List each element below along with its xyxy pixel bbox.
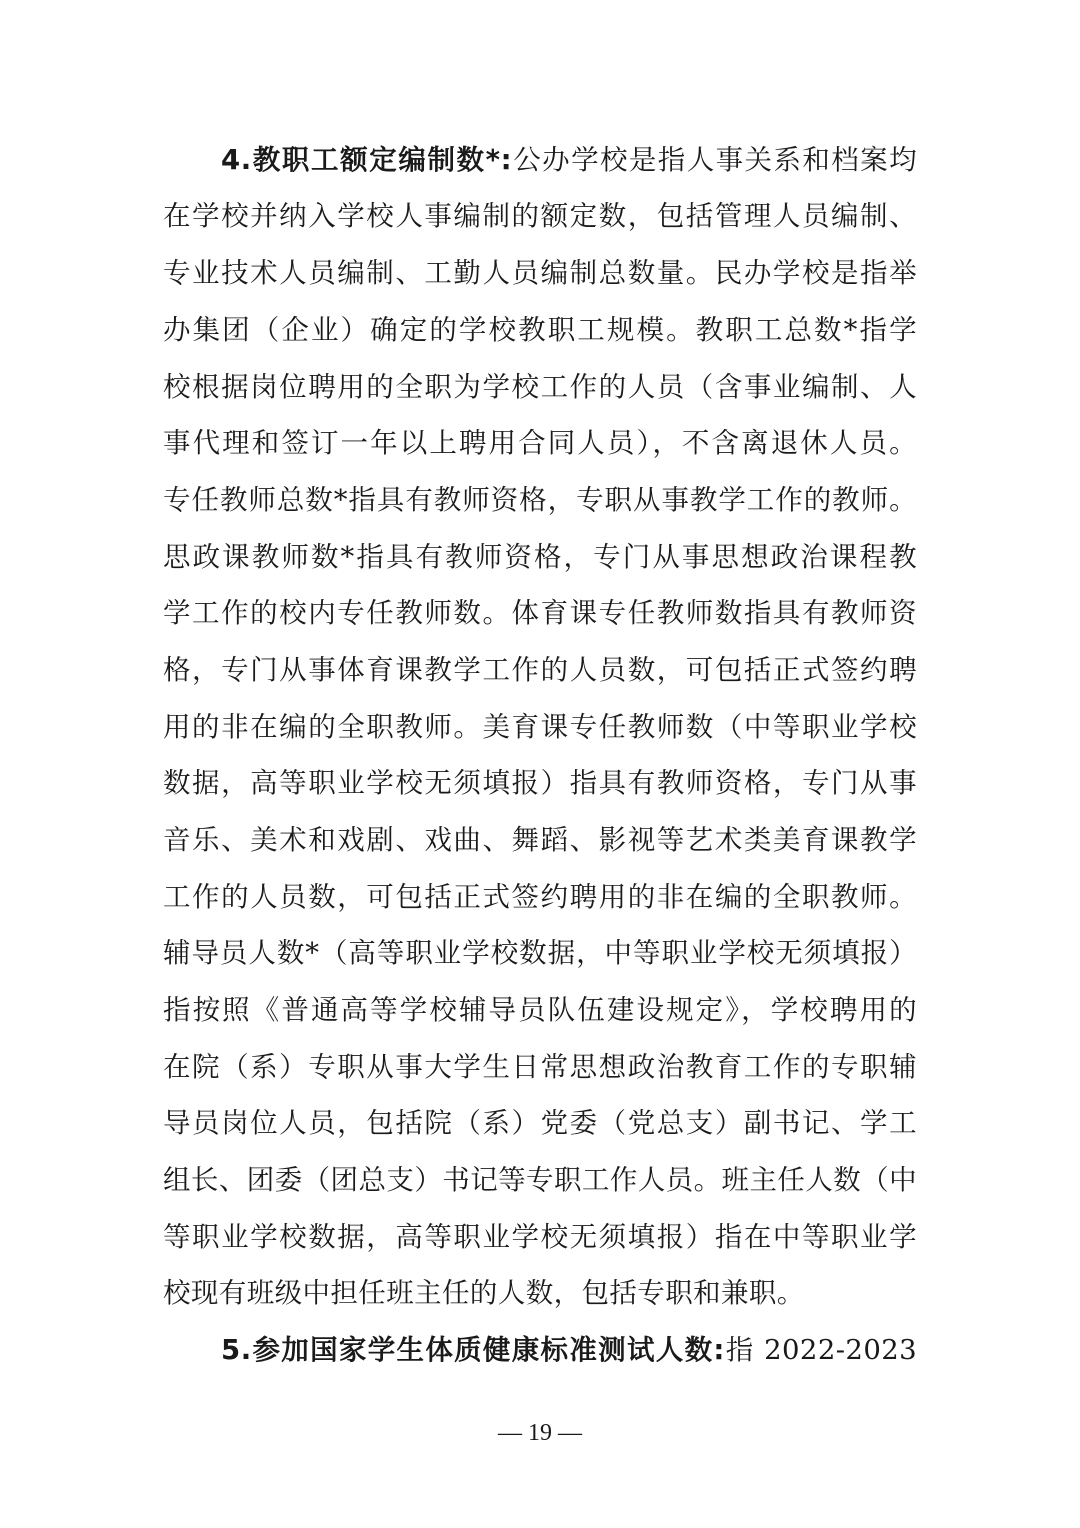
section-4-line-10: 格，专门从事体育课教学工作的人员数，可包括正式签约聘 — [163, 654, 917, 686]
section-4-line-6: 事代理和签订一年以上聘用合同人员），不含离退休人员。 — [163, 427, 917, 459]
section-5-heading: 5.参加国家学生体质健康标准测试人数: — [221, 1334, 725, 1366]
section-4-line-19: 组长、团委（团总支）书记等专职工作人员。班主任人数（中 — [163, 1164, 917, 1196]
section-4-line-11: 用的非在编的全职教师。美育课专任教师数（中等职业学校 — [163, 711, 917, 743]
section-4-text-1: 公办学校是指人事关系和档案均 — [512, 144, 917, 176]
section-4-line-14: 工作的人员数，可包括正式签约聘用的非在编的全职教师。 — [163, 881, 917, 913]
section-4-line-16: 指按照《普通高等学校辅导员队伍建设规定》，学校聘用的 — [163, 994, 917, 1026]
section-4-line-13: 音乐、美术和戏剧、戏曲、舞蹈、影视等艺术类美育课教学 — [163, 824, 917, 856]
section-4-line-17: 在院（系）专职从事大学生日常思想政治教育工作的专职辅 — [163, 1051, 917, 1083]
section-4-line-9: 学工作的校内专任教师数。体育课专任教师数指具有教师资 — [163, 597, 917, 629]
section-4-line-4: 办集团（企业）确定的学校教职工规模。教职工总数*指学 — [163, 314, 917, 346]
section-4-line-8: 思政课教师数*指具有教师资格，专门从事思想政治课程教 — [163, 541, 917, 573]
section-4-line-20: 等职业学校数据，高等职业学校无须填报）指在中等职业学 — [163, 1221, 917, 1253]
section-4-line-3: 专业技术人员编制、工勤人员编制总数量。民办学校是指举 — [163, 257, 917, 289]
section-4-line-5: 校根据岗位聘用的全职为学校工作的人员（含事业编制、人 — [163, 371, 917, 403]
section-4-line-21: 校现有班级中担任班主任的人数，包括专职和兼职。 — [163, 1277, 805, 1309]
section-4-line-18: 导员岗位人员，包括院（系）党委（党总支）副书记、学工 — [163, 1107, 917, 1139]
section-5-text: 指 2022-2023 — [724, 1334, 918, 1366]
section-4-line-1 — [221, 140, 917, 180]
section-4-line-7: 专任教师总数*指具有教师资格，专职从事教学工作的教师。 — [163, 484, 917, 516]
page-number: — 19 — — [498, 1420, 582, 1446]
section-4-line-2: 在学校并纳入学校人事编制的额定数，包括管理人员编制、 — [163, 200, 917, 232]
section-4-line-12: 数据，高等职业学校无须填报）指具有教师资格，专门从事 — [163, 767, 917, 799]
section-4-heading: 4.教职工额定编制数*: — [221, 144, 513, 176]
section-4-line-15: 辅导员人数*（高等职业学校数据，中等职业学校无须填报） — [163, 937, 917, 969]
section-5-line-1 — [221, 1330, 917, 1370]
